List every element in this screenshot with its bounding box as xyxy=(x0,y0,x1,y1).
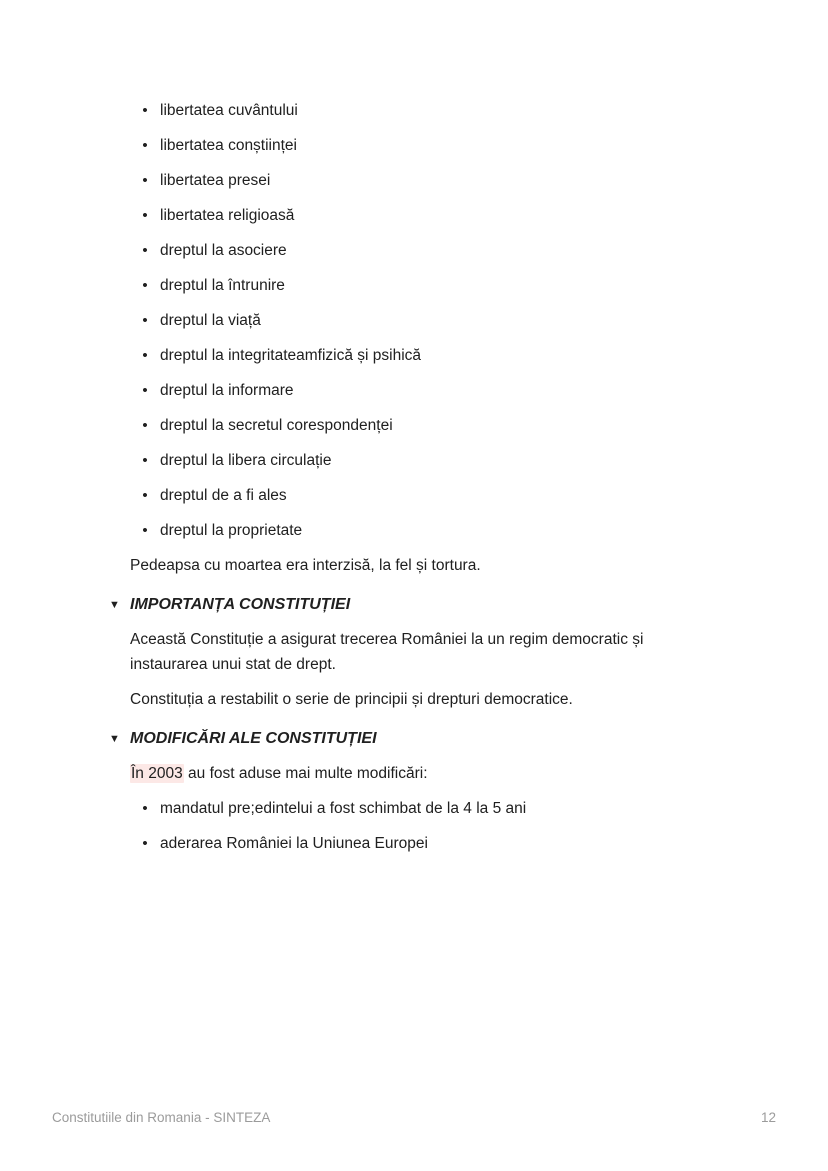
highlighted-text: În 2003 xyxy=(131,765,183,782)
list-item xyxy=(130,238,713,263)
list-item-text: dreptul la secretul corespondenței xyxy=(160,417,393,434)
bullet-icon: • xyxy=(142,312,148,329)
paragraph-modifications-rest: au fost aduse mai multe modificări: xyxy=(183,765,428,782)
paragraph-importance-2: Constituția a restabilit o serie de principii și drepturi democratice. xyxy=(130,691,573,708)
list-item-text: dreptul la asociere xyxy=(160,242,287,259)
paragraph-modifications xyxy=(130,761,713,786)
bullet-icon: • xyxy=(142,277,148,294)
list-item-text: aderarea României la Uniunea Europei xyxy=(160,835,428,852)
toggle-triangle-icon: ▼ xyxy=(109,599,120,611)
paragraph-importance-1: Această Constituție a asigurat trecerea României la un regim democratic și instaurarea unui stat de drept. xyxy=(130,631,644,673)
list-item xyxy=(130,203,713,228)
list-item xyxy=(130,483,713,508)
bullet-icon: • xyxy=(142,207,148,224)
list-item-text: dreptul la întrunire xyxy=(160,277,285,294)
footer-document-title: Constitutiile din Romania - SINTEZA xyxy=(52,1110,271,1125)
bullet-icon: • xyxy=(142,835,148,852)
bullet-icon: • xyxy=(142,242,148,259)
list-item-text: dreptul la integritateamfizică și psihică xyxy=(160,347,422,364)
list-item xyxy=(130,343,713,368)
list-item xyxy=(130,518,713,543)
list-item xyxy=(130,308,713,333)
toggle-triangle-icon: ▼ xyxy=(109,733,120,745)
bullet-icon: • xyxy=(142,172,148,189)
bullet-icon: • xyxy=(142,137,148,154)
list-item-text: libertatea presei xyxy=(160,172,271,189)
paragraph-death-penalty: Pedeapsa cu moartea era interzisă, la fel și tortura. xyxy=(130,557,481,574)
bullet-icon: • xyxy=(142,522,148,539)
bullet-icon: • xyxy=(142,382,148,399)
list-item-text: libertatea religioasă xyxy=(160,207,295,224)
bullet-icon: • xyxy=(142,487,148,504)
modifications-bullet-list xyxy=(130,796,713,856)
bullet-icon: • xyxy=(142,347,148,364)
toggle-heading-importance xyxy=(109,592,713,618)
list-item-text: dreptul la proprietate xyxy=(160,522,303,539)
bullet-icon: • xyxy=(142,102,148,119)
list-item xyxy=(130,796,713,821)
list-item-text: mandatul pre;edintelui a fost schimbat de la 4 la 5 ani xyxy=(160,800,527,817)
list-item xyxy=(130,378,713,403)
list-item xyxy=(130,413,713,438)
list-item-text: dreptul la informare xyxy=(160,382,294,399)
bullet-icon: • xyxy=(142,452,148,469)
toggle-heading-title: IMPORTANȚA CONSTITUȚIEI xyxy=(130,596,351,613)
list-item-text: dreptul la viață xyxy=(160,312,261,329)
list-item-text: dreptul de a fi ales xyxy=(160,487,287,504)
list-item-text: dreptul la libera circulație xyxy=(160,452,332,469)
page-footer xyxy=(52,1110,776,1125)
bullet-icon: • xyxy=(142,417,148,434)
list-item xyxy=(130,98,713,123)
list-item xyxy=(130,448,713,473)
list-item-text: libertatea conștiinței xyxy=(160,137,297,154)
page-content xyxy=(109,98,713,866)
footer-page-number: 12 xyxy=(760,1110,776,1125)
list-item-text: libertatea cuvântului xyxy=(160,102,298,119)
bullet-icon: • xyxy=(142,800,148,817)
toggle-heading-modifications xyxy=(109,726,713,752)
list-item xyxy=(130,831,713,856)
list-item xyxy=(130,133,713,158)
toggle-heading-title: MODIFICĂRI ALE CONSTITUȚIEI xyxy=(130,730,377,747)
list-item xyxy=(130,273,713,298)
rights-bullet-list xyxy=(130,98,713,543)
list-item xyxy=(130,168,713,193)
